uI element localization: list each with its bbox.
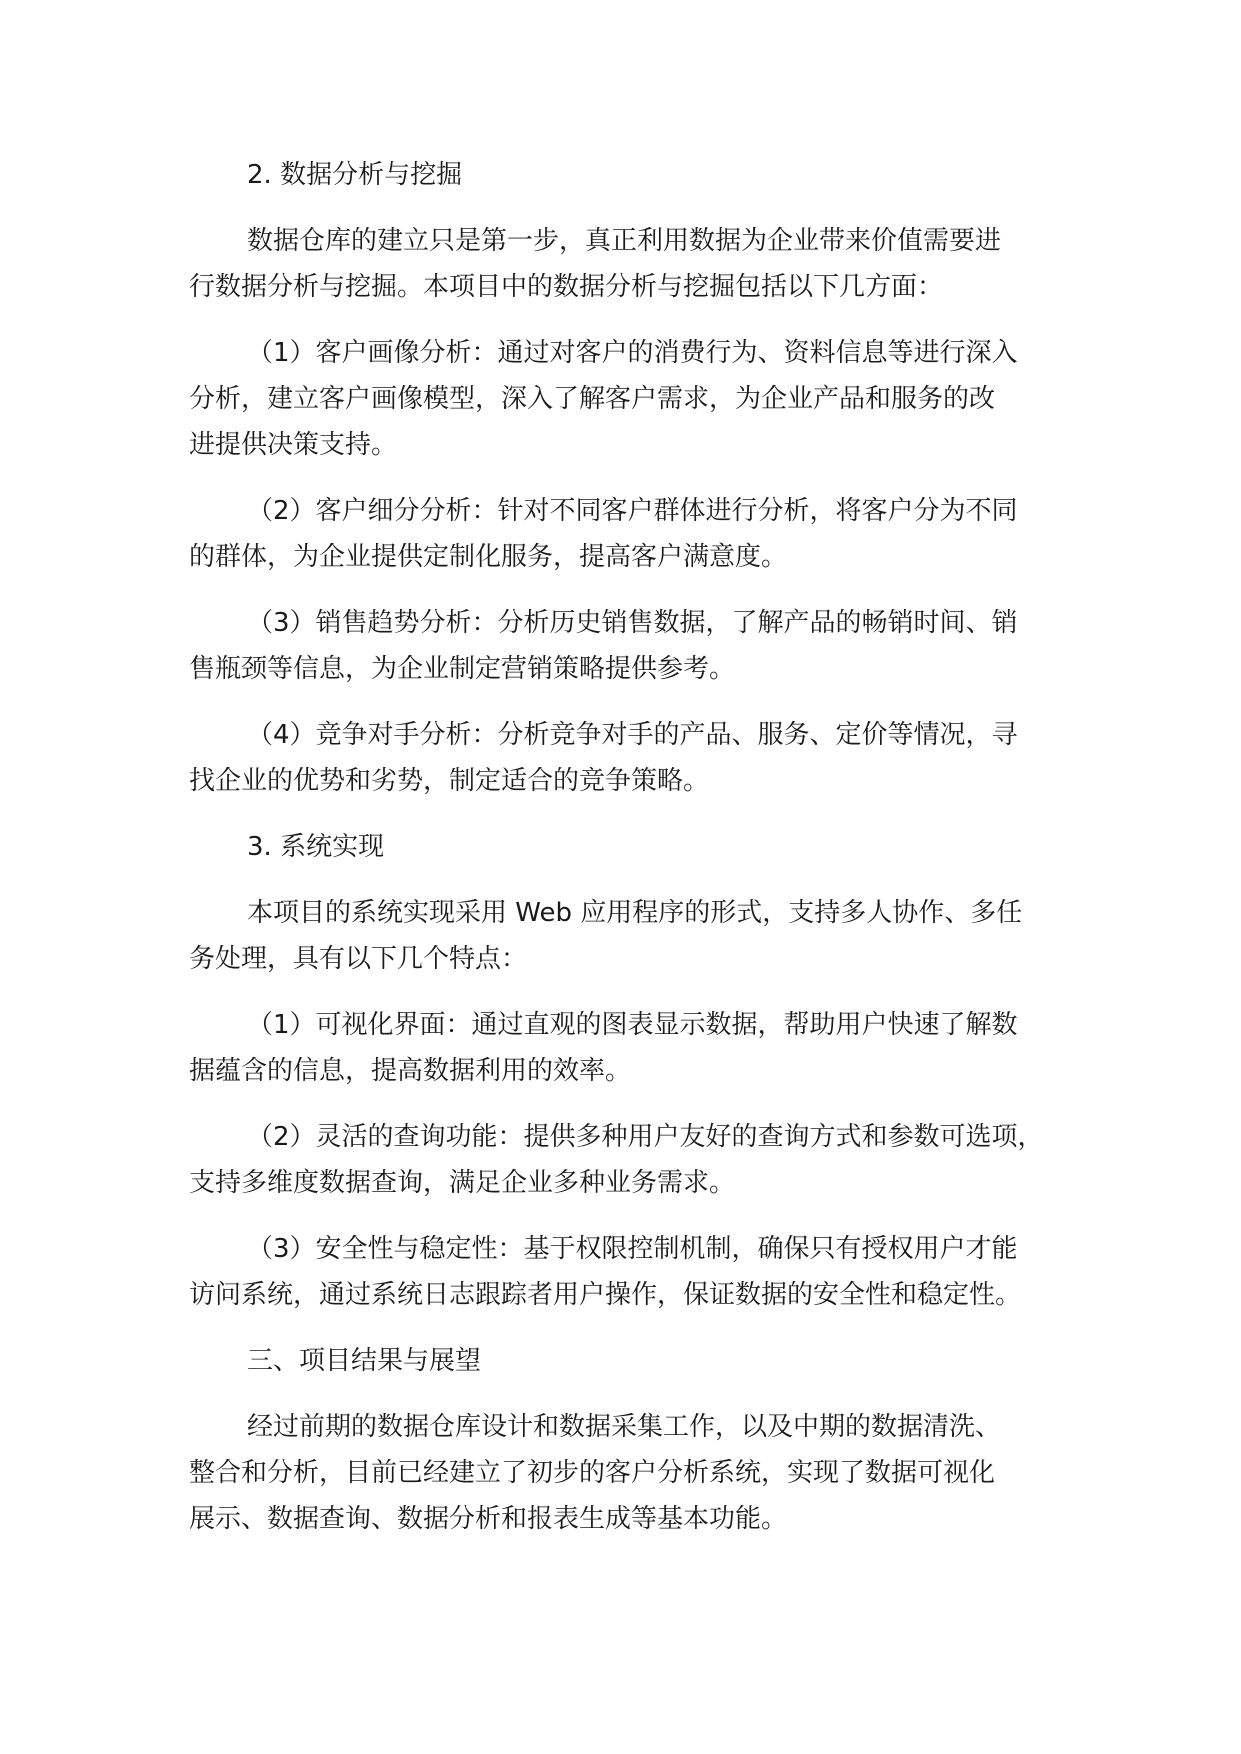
paragraph-line: 展示、数据查询、数据分析和报表生成等基本功能。	[189, 1504, 788, 1534]
paragraph-line: （3）安全性与稳定性：基于权限控制机制，确保只有授权用户才能	[247, 1234, 1018, 1264]
paragraph-line: 访问系统，通过系统日志跟踪者用户操作，保证数据的安全性和稳定性。	[189, 1280, 1022, 1310]
paragraph	[189, 1404, 1089, 1542]
paragraph-line: 支持多维度数据查询，满足企业多种业务需求。	[189, 1168, 736, 1198]
paragraph-line: 整合和分析，目前已经建立了初步的客户分析系统，实现了数据可视化	[189, 1458, 996, 1488]
paragraph-line: （4）竞争对手分析：分析竞争对手的产品、服务、定价等情况，寻	[247, 720, 1018, 750]
document-body	[189, 152, 1089, 1542]
heading-line: 3. 系统实现	[247, 832, 385, 862]
paragraph	[189, 1226, 1089, 1318]
paragraph-line: 的群体，为企业提供定制化服务，提高客户满意度。	[189, 542, 788, 572]
paragraph	[189, 600, 1089, 692]
section-heading	[189, 824, 1089, 870]
paragraph-line: 经过前期的数据仓库设计和数据采集工作，以及中期的数据清洗、	[247, 1412, 1002, 1442]
paragraph-line: 分析，建立客户画像模型，深入了解客户需求，为企业产品和服务的改	[189, 384, 996, 414]
paragraph	[189, 330, 1089, 468]
section-heading	[189, 152, 1089, 198]
paragraph-line: （2）灵活的查询功能：提供多种用户友好的查询方式和参数可选项，	[247, 1122, 1044, 1152]
paragraph	[189, 218, 1089, 310]
paragraph-line: 进提供决策支持。	[189, 430, 398, 460]
paragraph-line: 数据仓库的建立只是第一步，真正利用数据为企业带来价值需要进	[247, 226, 1002, 256]
paragraph-line: （1）客户画像分析：通过对客户的消费行为、资料信息等进行深入	[247, 338, 1018, 368]
heading-line: 2. 数据分析与挖掘	[247, 160, 463, 190]
paragraph	[189, 1114, 1089, 1206]
paragraph-line: （3）销售趋势分析：分析历史销售数据，了解产品的畅销时间、销	[247, 608, 1018, 638]
paragraph-line: 务处理，具有以下几个特点：	[189, 944, 528, 974]
paragraph	[189, 712, 1089, 804]
heading-line: 三、项目结果与展望	[247, 1346, 482, 1376]
paragraph-line: 找企业的优势和劣势，制定适合的竞争策略。	[189, 766, 710, 796]
paragraph-line: 行数据分析与挖掘。本项目中的数据分析与挖掘包括以下几方面：	[189, 272, 944, 302]
paragraph-line: 据蕴含的信息，提高数据利用的效率。	[189, 1056, 632, 1086]
section-heading	[189, 1338, 1089, 1384]
paragraph-line: （1）可视化界面：通过直观的图表显示数据，帮助用户快速了解数	[247, 1010, 1018, 1040]
paragraph	[189, 488, 1089, 580]
paragraph-line: （2）客户细分分析：针对不同客户群体进行分析，将客户分为不同	[247, 496, 1018, 526]
paragraph-line: 售瓶颈等信息，为企业制定营销策略提供参考。	[189, 654, 736, 684]
paragraph	[189, 890, 1089, 982]
paragraph	[189, 1002, 1089, 1094]
paragraph-line: 本项目的系统实现采用 Web 应用程序的形式，支持多人协作、多任	[247, 898, 1023, 928]
